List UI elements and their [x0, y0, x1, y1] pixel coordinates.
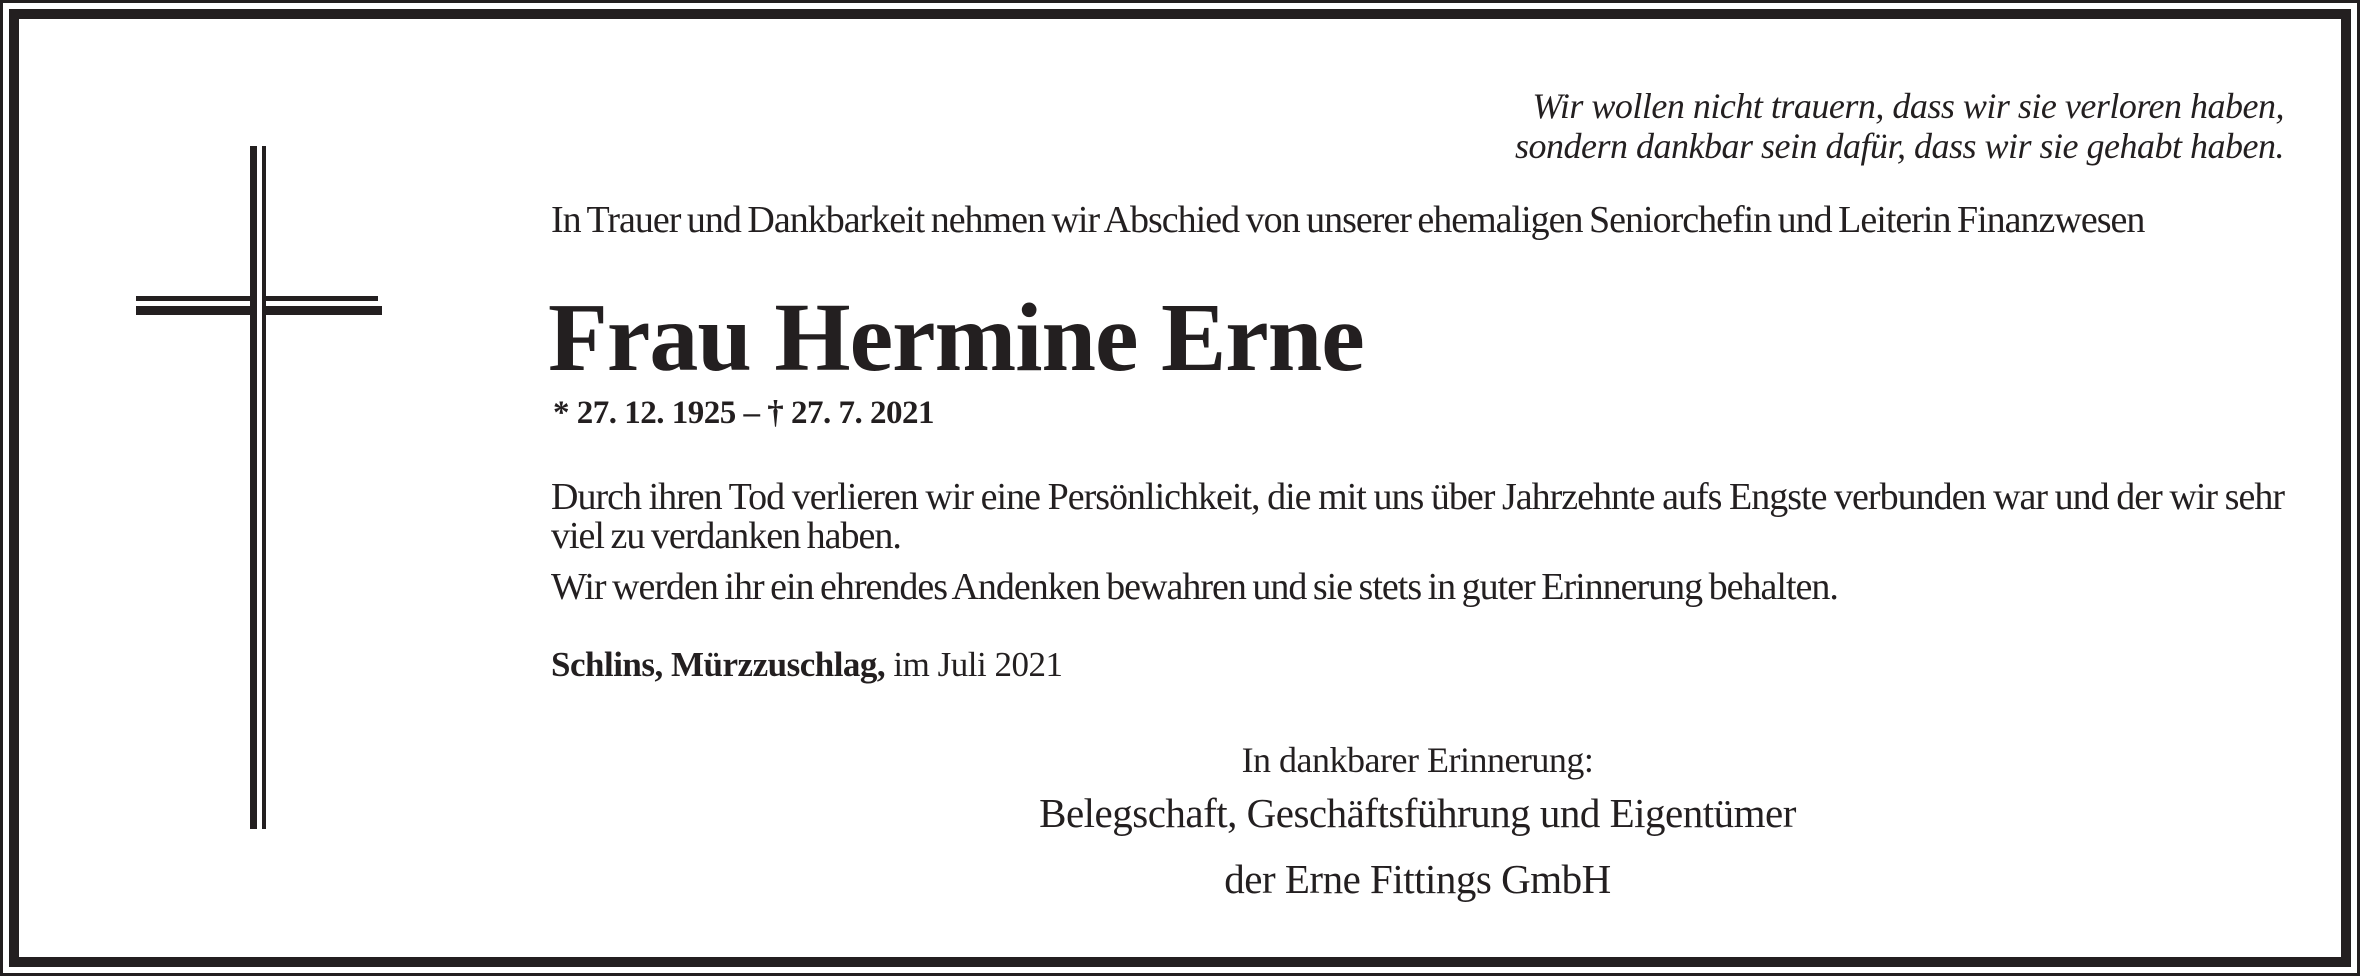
- deceased-name: Frau Hermine Erne: [548, 284, 1364, 392]
- intro-line: In Trauer und Dankbarkeit nehmen wir Abschied von unserer ehemaligen Seniorchefin und Leiterin Finanzwesen: [551, 199, 2145, 241]
- life-dates: * 27. 12. 1925 – † 27. 7. 2021: [553, 395, 934, 431]
- signature-line-2: der Erne Fittings GmbH: [1224, 856, 1611, 902]
- dateline: [551, 645, 1062, 685]
- dateline-places: Schlins, Mürzzuschlag,: [551, 645, 886, 684]
- memorial-cross-icon: [130, 140, 390, 835]
- body-paragraph-2: Wir werden ihr ein ehrendes Andenken bewahren und sie stets in guter Erinnerung behalten.: [551, 566, 1838, 608]
- epigraph-line-2: sondern dankbar sein dafür, dass wir sie gehabt haben.: [1515, 126, 2284, 166]
- signature-line-1: Belegschaft, Geschäftsführung und Eigentümer: [1039, 790, 1796, 836]
- dateline-date: im Juli 2021: [885, 645, 1063, 684]
- closing-label: In dankbarer Erinnerung:: [1241, 740, 1594, 780]
- epigraph-line-1: Wir wollen nicht trauern, dass wir sie verloren haben,: [1532, 86, 2284, 126]
- body-paragraph-1: Durch ihren Tod verlieren wir eine Persönlichkeit, die mit uns über Jahrzehnte aufs Engste verbunden war und der wir sehr viel zu verdanken haben.: [551, 476, 2284, 557]
- epigraph: [1515, 86, 2284, 166]
